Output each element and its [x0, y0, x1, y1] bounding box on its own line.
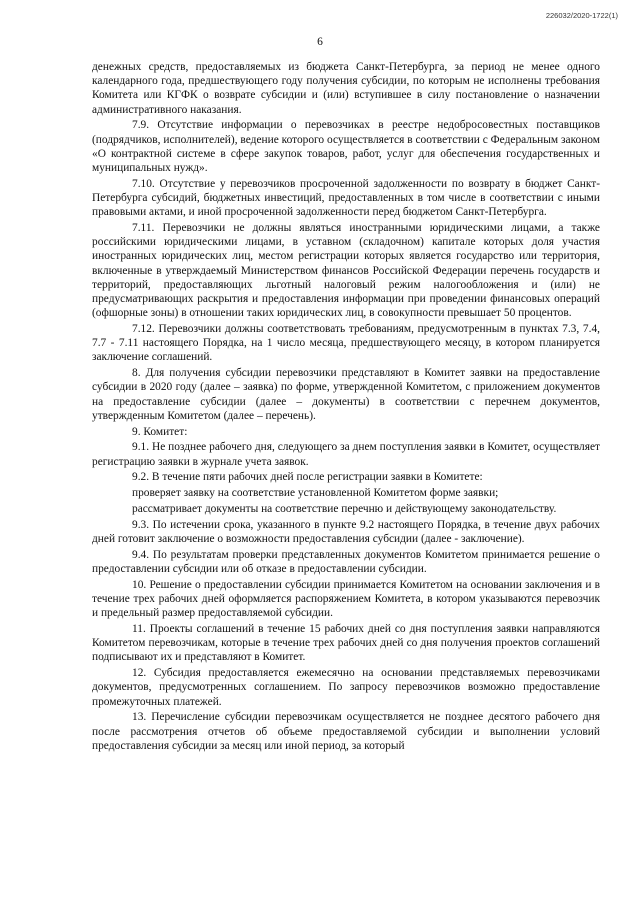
paragraph: рассматривает документы на соответствие перечню и действующему законодательству.	[132, 503, 557, 516]
paragraph: 7.10. Отсутствие у перевозчиков просроченной задолженности по возврату в бюджет Санкт-Петербурга субсидий, бюджетных инвестиций, предоставленных в том числе в соответствии с иными правовыми актами, и иной просроченной задолженности перед бюджетом Санкт-Петербурга.	[92, 177, 600, 219]
paragraph: 10. Решение о предоставлении субсидии принимается Комитетом на основании заключения и в течение трех рабочих дней оформляется распоряжением Комитета, в котором указываются перевозчик и предельный размер предоставляемой субсидии.	[92, 578, 600, 620]
document-body	[92, 60, 600, 755]
paragraph: проверяет заявку на соответствие установленной Комитетом форме заявки;	[132, 487, 499, 500]
paragraph: 9.2. В течение пяти рабочих дней после регистрации заявки в Комитете:	[132, 471, 483, 484]
paragraph: 12. Субсидия предоставляется ежемесячно на основании представляемых перевозчиками документов, предусмотренных соглашением. По запросу перевозчиков возможно предоставление промежуточных платежей.	[92, 667, 600, 708]
paragraph: 9.1. Не позднее рабочего дня, следующего за днем поступления заявки в Комитет, осуществляет регистрацию заявки в журнале учета заявок.	[92, 441, 600, 468]
paragraph: 9. Комитет:	[132, 425, 188, 438]
paragraph: 7.11. Перевозчики не должны являться иностранными юридическими лицами, а также российскими юридическими лицами, в уставном (складочном) капитале которых доля участия иностранных юридических лиц, местом регистрации которых является государство или территория, включенные в утверждаемый Министерством финансов Российской Федерации перечень государств и территорий, предоставляющих льготный налоговый режим налогообложения и (или) не предусматривающих раскрытия и предоставления информации при проведении финансовых операций (офшорные зоны) в отношении таких юридических лиц, в совокупности превышает 50 процентов.	[92, 222, 600, 320]
paragraph: 11. Проекты соглашений в течение 15 рабочих дней со дня поступления заявки направляются Комитетом перевозчикам, которые в течение трех рабочих дней со дня получения проектов соглашений подписывают их и представляют в Комитет.	[92, 623, 600, 664]
page-number: 6	[317, 36, 323, 48]
paragraph: 7.9. Отсутствие информации о перевозчиках в реестре недобросовестных поставщиков (подрядчиков, исполнителей), ведение которого осуществляется в соответствии с Федеральным законом «О контрактной системе в сфере закупок товаров, работ, услуг для обеспечения государственных и муниципальных нужд».	[92, 119, 600, 175]
paragraph: 9.3. По истечении срока, указанного в пункте 9.2 настоящего Порядка, в течение двух рабочих дней готовит заключение о возможности предоставления субсидии (далее - заключение).	[92, 518, 600, 546]
paragraph: 13. Перечисление субсидии перевозчикам осуществляется не позднее десятого рабочего дня после рассмотрения отчетов об объеме предоставляемой субсидии и выполнении условий предоставления субсидии за месяц или иной период, за который	[92, 711, 600, 752]
paragraph: 7.12. Перевозчики должны соответствовать требованиям, предусмотренным в пунктах 7.3, 7.4, 7.7 - 7.11 настоящего Порядка, на 1 число месяца, предшествующего месяцу, в котором планируется заключение соглашений.	[92, 323, 600, 364]
paragraph: 8. Для получения субсидии перевозчики представляют в Комитет заявки на предоставление субсидии в 2020 году (далее – заявка) по форме, утвержденной Комитетом, с приложением документов на предоставление субсидии (далее – документы) в соответствии с перечнем документов, утвержденным Комитетом (далее – перечень).	[92, 367, 600, 422]
paragraph: денежных средств, предоставляемых из бюджета Санкт-Петербурга, за период не менее одного календарного года, предшествующего году получения субсидии, по которым не исполнены требования Комитета или КГФК о возврате субсидии и (или) вступившее в силу постановление о назначении административного наказания.	[92, 61, 600, 116]
document-number: 226032/2020-1722(1)	[545, 11, 618, 20]
paragraph: 9.4. По результатам проверки представленных документов Комитетом принимается решение о предоставлении субсидии или об отказе в предоставлении субсидии.	[92, 548, 600, 576]
